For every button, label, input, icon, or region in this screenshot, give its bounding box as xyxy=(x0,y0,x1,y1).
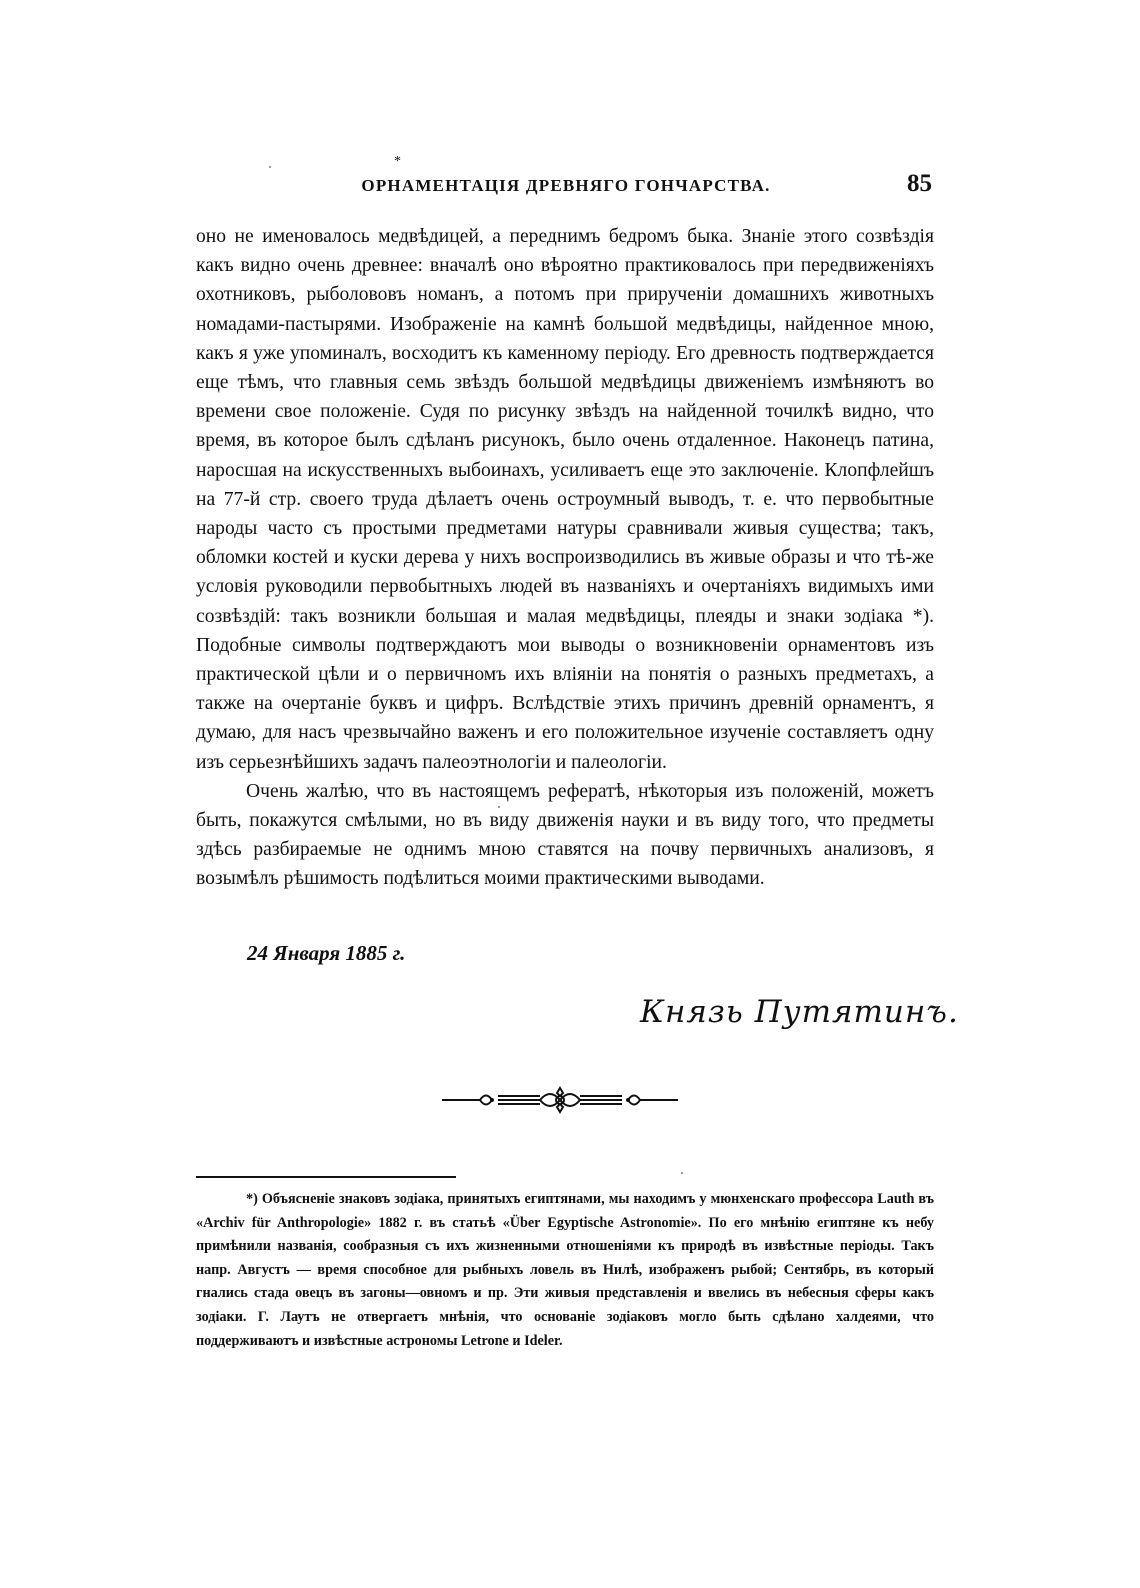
footnote-rule xyxy=(196,1176,456,1178)
running-head xyxy=(200,170,932,206)
paper-speck xyxy=(269,166,271,168)
signature: Князь Путятинъ. xyxy=(640,994,959,1030)
page-number: 85 xyxy=(907,170,932,197)
running-title: ОРНАМЕНТАЦІЯ ДРЕВНЯГО ГОНЧАРСТВА. xyxy=(361,176,771,195)
paragraph-1: оно не именовалось медвѣдицей, а переднимъ бедромъ быка. Знаніе этого созвѣздія какъ видно очень древнее: вначалѣ оно вѣроятно практиковалось при передвиженіяхъ охотниковъ, рыболововъ номанъ, а потомъ при прирученіи домашнихъ животныхъ номадами-пастырями. Изображеніе на камнѣ большой медвѣдицы, найденное мною, какъ я уже упоминалъ, восходитъ къ каменному періоду. Его древность подтверждается еще тѣмъ, что главныя семь звѣздъ большой медвѣдицы движеніемъ измѣняютъ во времени свое положеніе. Судя по рисунку звѣздъ на найденной точилкѣ видно, что время, въ которое былъ сдѣланъ рисунокъ, было очень отдаленное. Наконецъ патина, наросшая на искусственныхъ выбоинахъ, усиливаетъ еще это заключеніе. Клопфлейшъ на 77-й стр. своего труда дѣлаетъ очень остроумный выводъ, т. е. что первобытные народы часто съ простыми предметами натуры сравнивали живыя существа; такъ, обломки костей и куски дерева у нихъ воспроизводились въ живые образы и что тѣ-же условія руководили первобытныхъ людей въ названіяхъ и очертаніяхъ видимыхъ ими созвѣздій: такъ возникли большая и малая медвѣдицы, плеяды и знаки зодіака *). Подобные символы подтверждаютъ мои выводы о возникновеніи орнаментовъ изъ практической цѣли и о первичномъ ихъ вліяніи на понятія о разныхъ предметахъ, а также на очертаніе буквъ и цифръ. Вслѣдствіе этихъ причинъ древній орнаментъ, я думаю, для насъ чрезвычайно важенъ и его положительное изученіе составляетъ одну изъ серьезнѣйшихъ задачъ палеоэтнологіи и палеологіи. xyxy=(196,226,934,773)
header-mark: * xyxy=(394,154,401,169)
body-text xyxy=(196,222,934,894)
footnote: *) Объясненіе знаковъ зодіака, принятыхъ египтянами, мы находимъ у мюнхенскаго профессора Lauth въ «Archiv für Anthropologie» 1882 г. въ статьѣ «Über Egyptische Astronomie». По его мнѣнію египтяне къ небу примѣнили названія, сообразныя съ ихъ жизненными отношеніями къ природѣ въ извѣстные періоды. Такъ напр. Августъ — время способное для рыбныхъ ловель въ Нилѣ, изображенъ рыбой; Сентябрь, въ который гнались стада овецъ въ загоны—овномъ и пр. Эти живыя представленія и ввелись въ небесныя сферы какъ зодіаки. Г. Лаутъ не отвергаетъ мнѣнія, что основаніе зодіаковъ могло быть сдѣлано халдеями, что поддерживаютъ и извѣстные астрономы Letrone и Ideler. xyxy=(196,1191,934,1349)
decorative-divider-icon xyxy=(440,1085,680,1115)
paper-speck xyxy=(498,806,500,808)
date-line: 24 Января 1885 г. xyxy=(247,941,406,965)
paper-speck xyxy=(681,1172,683,1174)
paragraph-2: Очень жалѣю, что въ настоящемъ рефератѣ, нѣкоторыя изъ положеній, можетъ быть, покажутся смѣлыми, но въ виду движенія науки и въ виду того, что предметы здѣсь разбираемые не однимъ мною ставятся на почву первичныхъ анализовъ, я возымѣлъ рѣшимость подѣлиться моими практическими выводами. xyxy=(196,780,934,890)
